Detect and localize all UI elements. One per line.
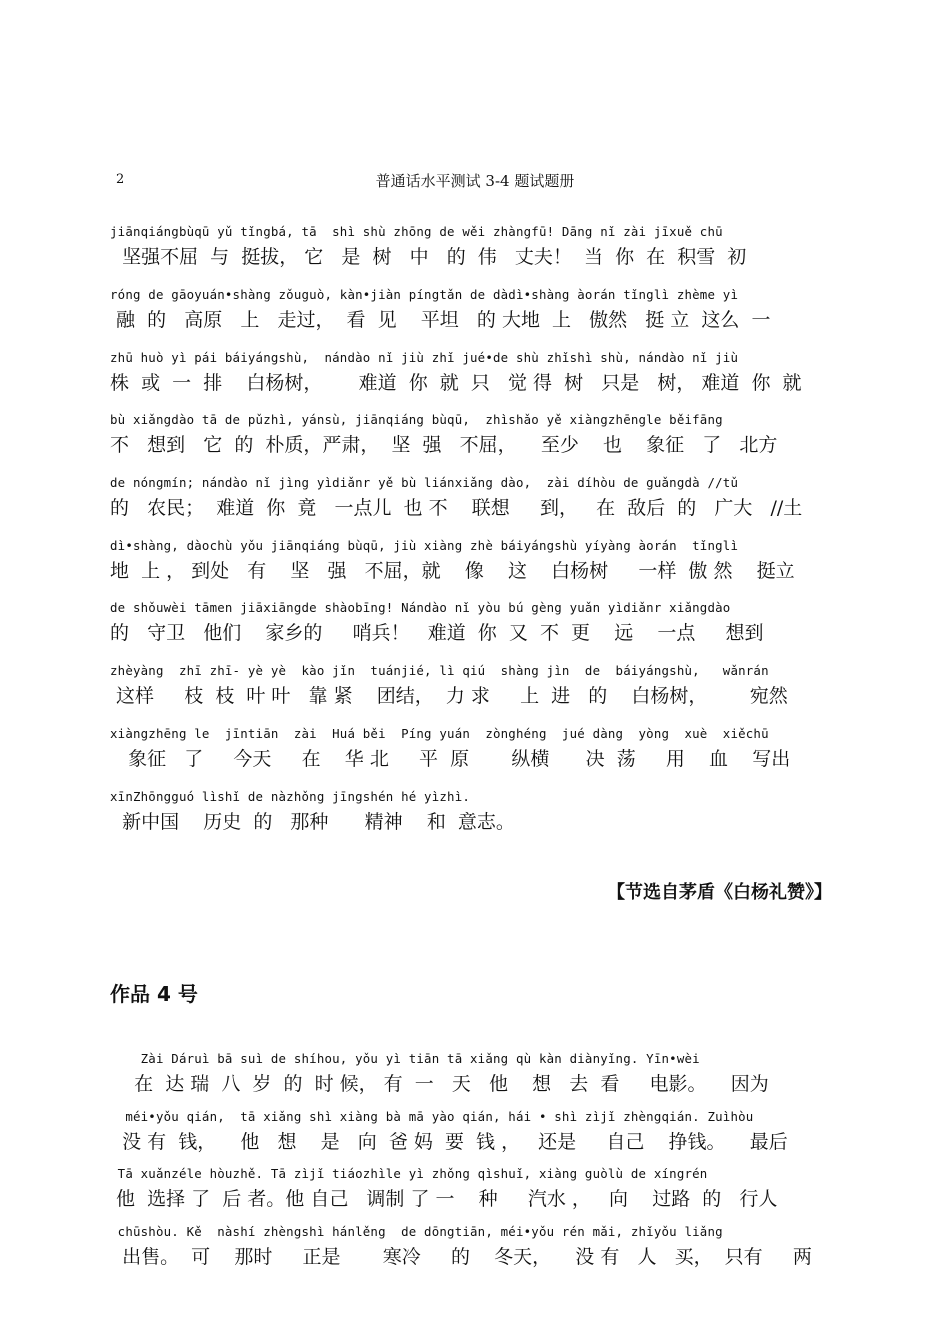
hanzi-line: 新中国 历史 的 那种 精神 和 意志。 <box>110 811 515 833</box>
pinyin-line: Tā xuǎnzéle hòuzhě. Tā zìjǐ tiáozhìle yì zhǒng qìshuǐ, xiàng guòlù de xíngrén <box>110 1166 708 1181</box>
pinyin-line: róng de gāoyuán•shàng zǒuguò, kàn•jiàn píngtǎn de dàdì•shàng àorán tǐnglì zhème yì <box>110 287 739 302</box>
hanzi-line: 出售。 可 那时 正是 寒冷 的 冬天， 没 有 人 买， 只有 两 <box>110 1246 812 1268</box>
pinyin-line: dì•shàng, dàochù yǒu jiānqiáng bùqū, jiù xiàng zhè báiyángshù yíyàng àorán tǐnglì <box>110 538 739 553</box>
hanzi-line: 坚强不屈 与 挺拔， 它 是 树 中 的 伟 丈夫！ 当 你 在 积雪 初 <box>110 246 747 268</box>
hanzi-line: 这样 枝 枝 叶 叶 靠 紧 团结， 力 求 上 进 的 白杨树， 宛然 <box>110 685 788 707</box>
hanzi-line: 在 达 瑞 八 岁 的 时 候， 有 一 天 他 想 去 看 电影。 因为 <box>110 1073 769 1095</box>
hanzi-line: 地 上 ， 到处 有 坚 强 不屈，就 像 这 白杨树 一样 傲 然 挺立 <box>110 560 795 582</box>
pinyin-line: zhū huò yì pái báiyángshù, nándào nǐ jiù zhǐ jué•de shù zhǐshì shù, nándào nǐ jiù <box>110 350 739 365</box>
work-title: 作品 4 号 <box>110 982 198 1006</box>
hanzi-line: 融 的 高原 上 走过， 看 见 平坦 的 大地 上 傲然 挺 立 这么 一 <box>110 309 771 331</box>
hanzi-line: 的 农民； 难道 你 竟 一点儿 也 不 联想 到， 在 敌后 的 广大 //土 <box>110 497 803 519</box>
source-attribution: 【节选自茅盾《白杨礼赞》】 <box>607 882 832 903</box>
pinyin-line: chūshòu. Kě nàshí zhèngshì hánlěng de dōngtiān, méi•yǒu rén mǎi, zhǐyǒu liǎng <box>110 1224 723 1239</box>
hanzi-line: 没 有 钱， 他 想 是 向 爸 妈 要 钱 ， 还是 自己 挣钱。 最后 <box>110 1131 788 1153</box>
pinyin-line: de nóngmín; nándào nǐ jìng yìdiǎnr yě bù liánxiǎng dào, zài díhòu de guǎngdà //tǔ <box>110 475 739 490</box>
pinyin-line: de shǒuwèi tāmen jiāxiāngde shàobīng! Nándào nǐ yòu bú gèng yuǎn yìdiǎnr xiǎngdào <box>110 600 731 615</box>
hanzi-line: 不 想到 它 的 朴质，严肃， 坚 强 不屈， 至少 也 象征 了 北方 <box>110 434 778 456</box>
pinyin-line: méi•yǒu qián, tā xiǎng shì xiàng bà mā yào qián, hái • shì zìjǐ zhèngqián. Zuìhòu <box>110 1109 754 1124</box>
hanzi-line: 象征 了 今天 在 华 北 平 原 纵横 决 荡 用 血 写出 <box>110 748 791 770</box>
pinyin-line: xiàngzhēng le jīntiān zài Huá běi Píng yuán zònghéng jué dàng yòng xuè xiěchū <box>110 726 769 741</box>
hanzi-line: 的 守卫 他们 家乡的 哨兵！ 难道 你 又 不 更 远 一点 想到 <box>110 622 764 644</box>
hanzi-line: 他 选择 了 后 者。他 自己 调制 了 一 种 汽水 ， 向 过路 的 行人 <box>110 1188 778 1210</box>
page-header-title: 普通话水平测试 3-4 题试题册 <box>375 172 575 190</box>
page-number: 2 <box>116 172 125 187</box>
pinyin-line: jiānqiángbùqū yǔ tǐngbá, tā shì shù zhōng de wěi zhàngfū! Dāng nǐ zài jīxuě chū <box>110 224 723 239</box>
pinyin-line: xīnZhōngguó lìshǐ de nàzhǒng jīngshén hé yìzhì. <box>110 789 471 804</box>
pinyin-line: bù xiǎngdào tā de pǔzhì, yánsù, jiānqiáng bùqū, zhìshǎo yě xiàngzhēngle běifāng <box>110 412 723 427</box>
pinyin-line: zhèyàng zhī zhī- yè yè kào jǐn tuánjié, lì qiú shàng jìn de báiyángshù, wǎnrán <box>110 663 769 678</box>
pinyin-line: Zài Dáruì bā suì de shíhou, yǒu yì tiān tā xiǎng qù kàn diànyǐng. Yīn•wèi <box>110 1051 700 1066</box>
hanzi-line: 株 或 一 排 白杨树， 难道 你 就 只 觉 得 树 只是 树， 难道 你 就 <box>110 372 802 394</box>
